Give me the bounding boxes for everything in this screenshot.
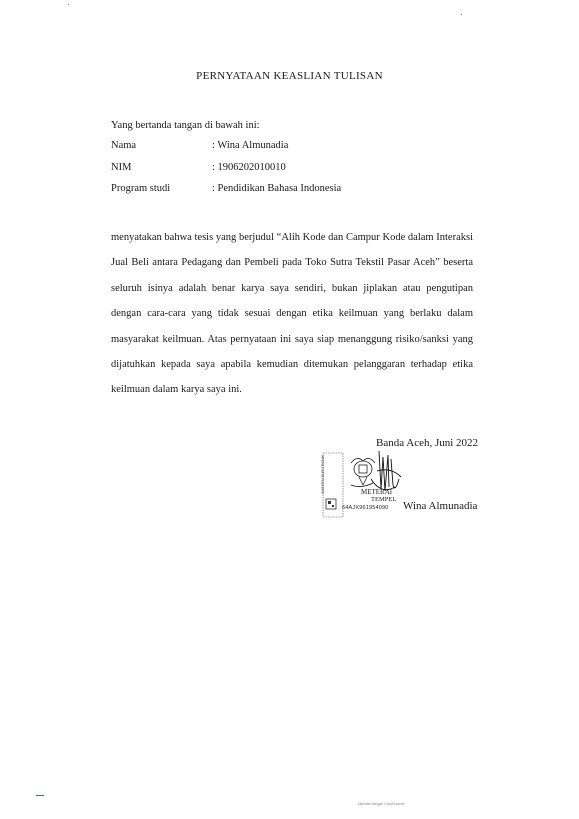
field-value-nama: : Wina Almunadia bbox=[212, 140, 289, 151]
scan-speck bbox=[461, 14, 462, 15]
field-value-nim: : 1906202010010 bbox=[212, 162, 286, 173]
stamp-serial-code: 64AJX961954090 bbox=[342, 505, 389, 511]
stamp-label-tempel: TEMPEL bbox=[371, 496, 397, 503]
signer-name: Wina Almunadia bbox=[403, 500, 478, 512]
stamp-side-text: MATERAI ELEKTRONIK bbox=[321, 455, 325, 494]
document-title: PERNYATAAN KEASLIAN TULISAN bbox=[196, 70, 383, 82]
stamp-label-meterai: METERAI bbox=[361, 488, 393, 496]
corner-scan-mark bbox=[36, 795, 44, 796]
field-label-nama: Nama bbox=[111, 140, 137, 151]
place-date: Banda Aceh, Juni 2022 bbox=[376, 437, 479, 449]
scanner-watermark: Dipindai dengan CamScanner bbox=[358, 802, 405, 806]
statement-paragraph: menyatakan bahwa tesis yang berjudul “Alih Kode dan Campur Kode dalam Interaksi Jual Beli antara Pedagang dan Pembeli pada Toko Sutra Tekstil Pasar Aceh” beserta seluruh isinya adalah benar karya saya sendiri, bukan jiplakan atau pengutipan dengan cara-cara yang tidak sesuai dengan etika keilmuan yang berlaku dalam masyarakat keilmuan. Atas pernyataan ini saya siap menanggung risiko/sanksi yang dijatuhkan kepada saya apabila kemudian ditemukan pelanggaran terhadap etika keilmuan dalam karya saya ini. bbox=[111, 232, 473, 396]
scan-speck bbox=[68, 4, 69, 5]
field-label-nim: NIM bbox=[111, 162, 132, 173]
field-label-program-studi: Program studi bbox=[111, 183, 171, 194]
field-value-program-studi: : Pendidikan Bahasa Indonesia bbox=[212, 183, 342, 194]
intro-text: Yang bertanda tangan di bawah ini: bbox=[111, 120, 260, 131]
